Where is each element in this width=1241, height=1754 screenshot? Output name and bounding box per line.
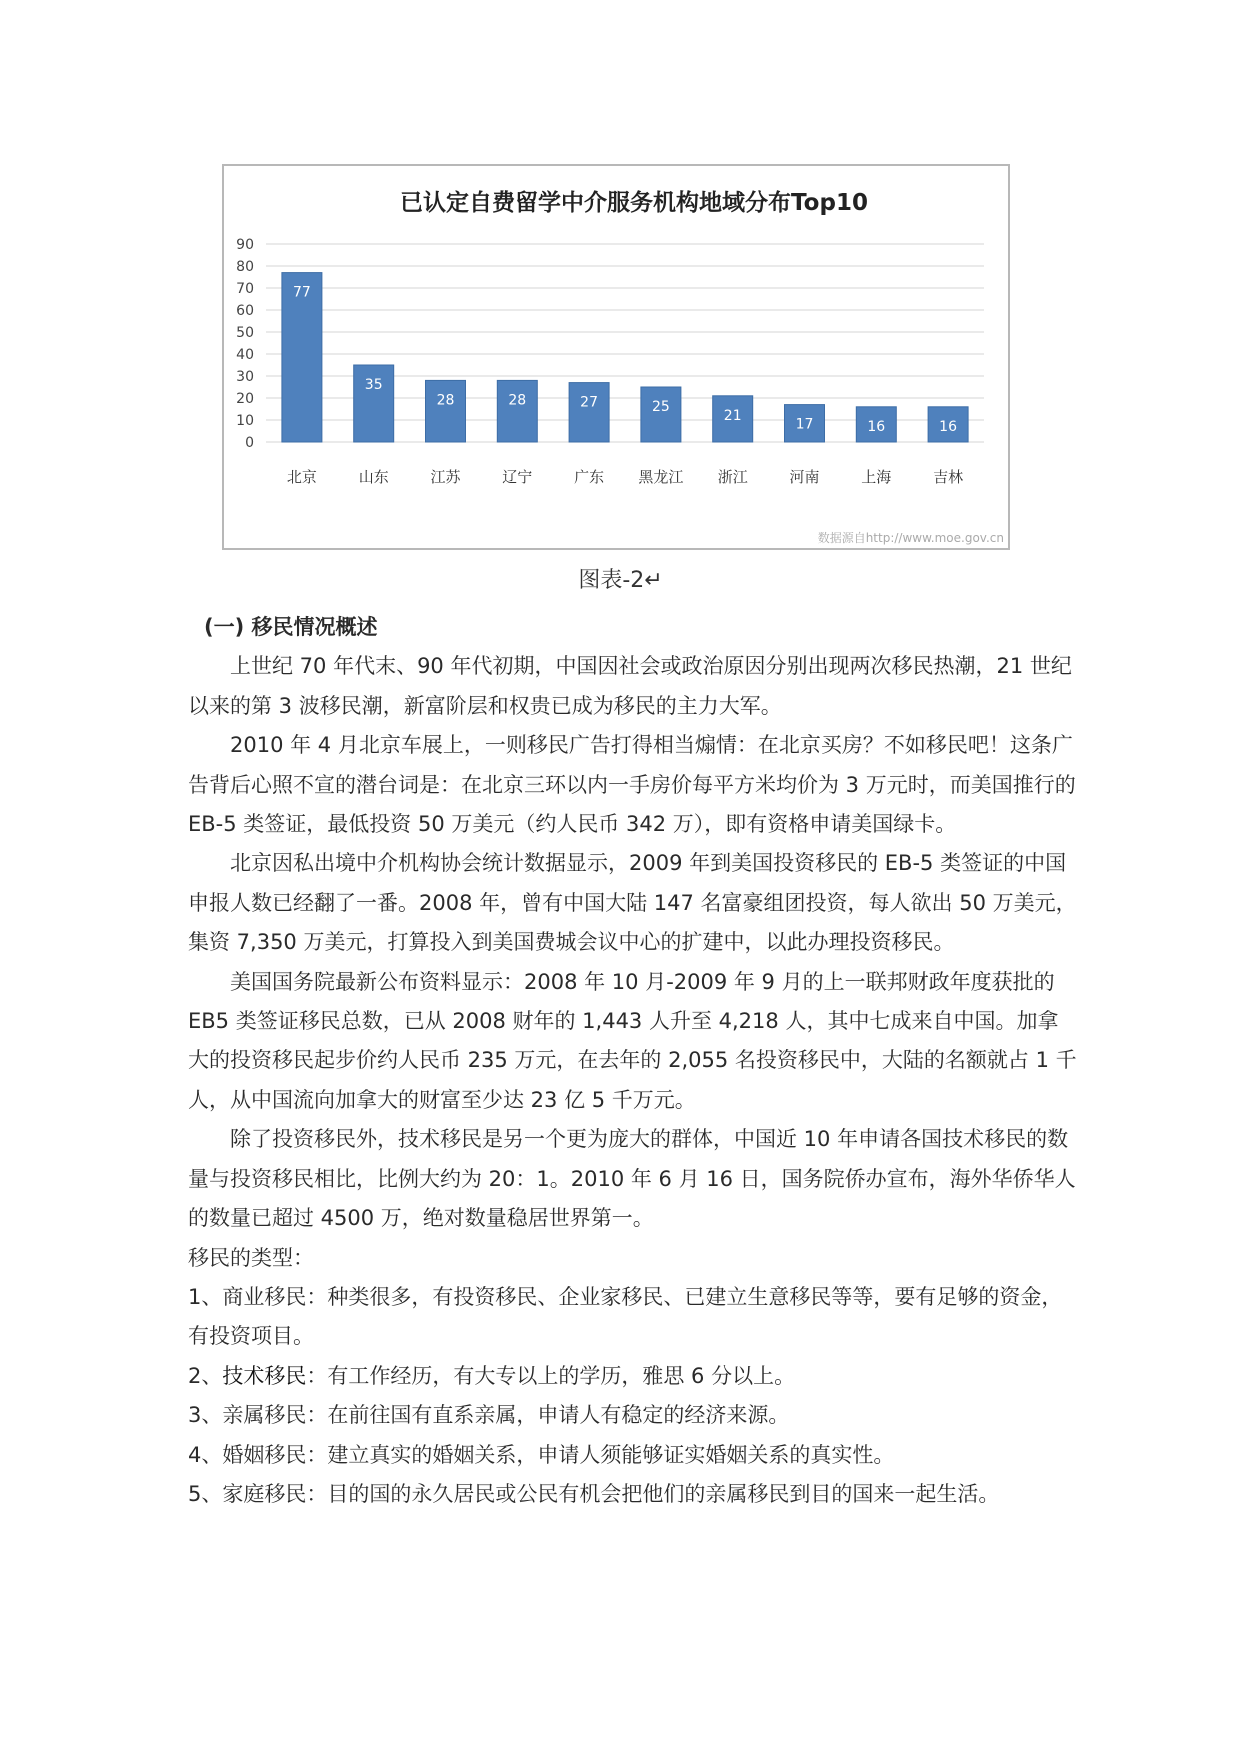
type-item-1: 1、商业移民：种类很多，有投资移民、企业家移民、已建立生意移民等等，要有足够的资金，有投资项目。 — [188, 1284, 1063, 1349]
bar-value-label: 28 — [508, 392, 527, 409]
type-item-5: 5、家庭移民：目的国的永久居民或公民有机会把他们的亲属移民到目的国来一起生活。 — [188, 1481, 1000, 1506]
x-tick-label: 北京 — [286, 468, 317, 486]
x-tick-label: 浙江 — [717, 468, 748, 486]
y-tick-label: 20 — [236, 391, 254, 407]
x-tick-label: 辽宁 — [502, 468, 533, 486]
y-tick-label: 10 — [236, 413, 254, 429]
y-tick-label: 70 — [236, 281, 254, 297]
y-tick-label: 0 — [245, 435, 254, 451]
x-tick-label: 上海 — [861, 468, 892, 486]
y-tick-label: 90 — [236, 237, 254, 253]
bar-value-label: 17 — [795, 416, 814, 433]
y-tick-label: 80 — [236, 259, 254, 275]
paragraph-2: 2010 年 4 月北京车展上，一则移民广告打得相当煽情：在北京买房？不如移民吧！这条广告背后心照不宣的潜台词是：在北京三环以内一手房价每平方米均价为 3 万元时，而美国推行的 EB-5 类签证，最低投资 50 万美元（约人民币 342 万），即有资格申请美国绿卡。 — [188, 733, 1076, 837]
document-body — [188, 608, 1078, 1514]
type-item-3: 3、亲属移民：在前往国有直系亲属，申请人有稳定的经济来源。 — [188, 1403, 790, 1428]
x-tick-label: 黑龙江 — [638, 468, 684, 486]
type-item-2: 2、技术移民：有工作经历，有大专以上的学历，雅思 6 分以上。 — [188, 1363, 796, 1388]
bar-value-label: 25 — [651, 399, 670, 415]
chart-source: 数据源自http://www.moe.gov.cn — [817, 531, 1004, 545]
bar-value-label: 16 — [939, 418, 958, 435]
y-tick-label: 30 — [236, 369, 254, 385]
bar-value-label: 35 — [364, 377, 383, 393]
bar-5 — [569, 383, 609, 442]
x-tick-label: 山东 — [358, 468, 389, 486]
bar-value-label: 28 — [436, 392, 455, 409]
bar-4 — [497, 380, 537, 442]
types-heading: 移民的类型： — [188, 1245, 314, 1270]
paragraph-4: 美国国务院最新公布资料显示：2008 年 10 月-2009 年 9 月的上一联邦财政年度获批的 EB5 类签证移民总数，已从 2008 财年的 1,443 人升至 4,218 人，其中七成来自中国。加拿大的投资移民起步价约人民币 235 万元，在去年的 2,055 名投资移民中，大陆的名额就占 1 千人，从中国流向加拿大的财富至少达 23 亿 5 千万元。 — [188, 969, 1077, 1112]
figure-caption: 图表-2↵ — [578, 568, 663, 593]
paragraph-3: 北京因私出境中介机构协会统计数据显示，2009 年到美国投资移民的 EB-5 类签证的中国申报人数已经翻了一番。2008 年，曾有中国大陆 147 名富豪组团投资，每人欲出 50 万美元，集资 7,350 万美元，打算投入到美国费城会议中心的扩建中，以此办理投资移民。 — [188, 851, 1077, 955]
type-item-4: 4、婚姻移民：建立真实的婚姻关系，申请人须能够证实婚姻关系的真实性。 — [188, 1442, 895, 1467]
y-tick-label: 60 — [236, 303, 254, 319]
x-tick-label: 吉林 — [933, 468, 964, 486]
bar-3 — [426, 380, 466, 442]
x-tick-label: 江苏 — [430, 468, 461, 486]
bar-value-label: 77 — [292, 284, 311, 301]
bar-chart — [224, 166, 1008, 548]
x-tick-label: 河南 — [789, 468, 820, 486]
bar-value-label: 21 — [723, 407, 742, 424]
x-tick-label: 广东 — [574, 468, 605, 486]
y-tick-label: 50 — [236, 325, 254, 341]
bar-value-label: 27 — [580, 394, 599, 411]
paragraph-1: 上世纪 70 年代末、90 年代初期，中国因社会或政治原因分别出现两次移民热潮，21 世纪以来的第 3 波移民潮，新富阶层和权贵已成为移民的主力大军。 — [188, 654, 1072, 718]
bar-value-label: 16 — [867, 418, 886, 435]
paragraph-5: 除了投资移民外，技术移民是另一个更为庞大的群体，中国近 10 年申请各国技术移民的数量与投资移民相比，比例大约为 20：1。2010 年 6 月 16 日，国务院侨办宣布，海外华侨华人的数量已超过 4500 万，绝对数量稳居世界第一。 — [188, 1127, 1076, 1231]
bar-chart-frame — [222, 164, 1010, 550]
y-tick-label: 40 — [236, 347, 254, 363]
section-heading: (一) 移民情况概述 — [204, 615, 378, 639]
chart-title: 已认定自费留学中介服务机构地域分布Top10 — [400, 190, 868, 216]
